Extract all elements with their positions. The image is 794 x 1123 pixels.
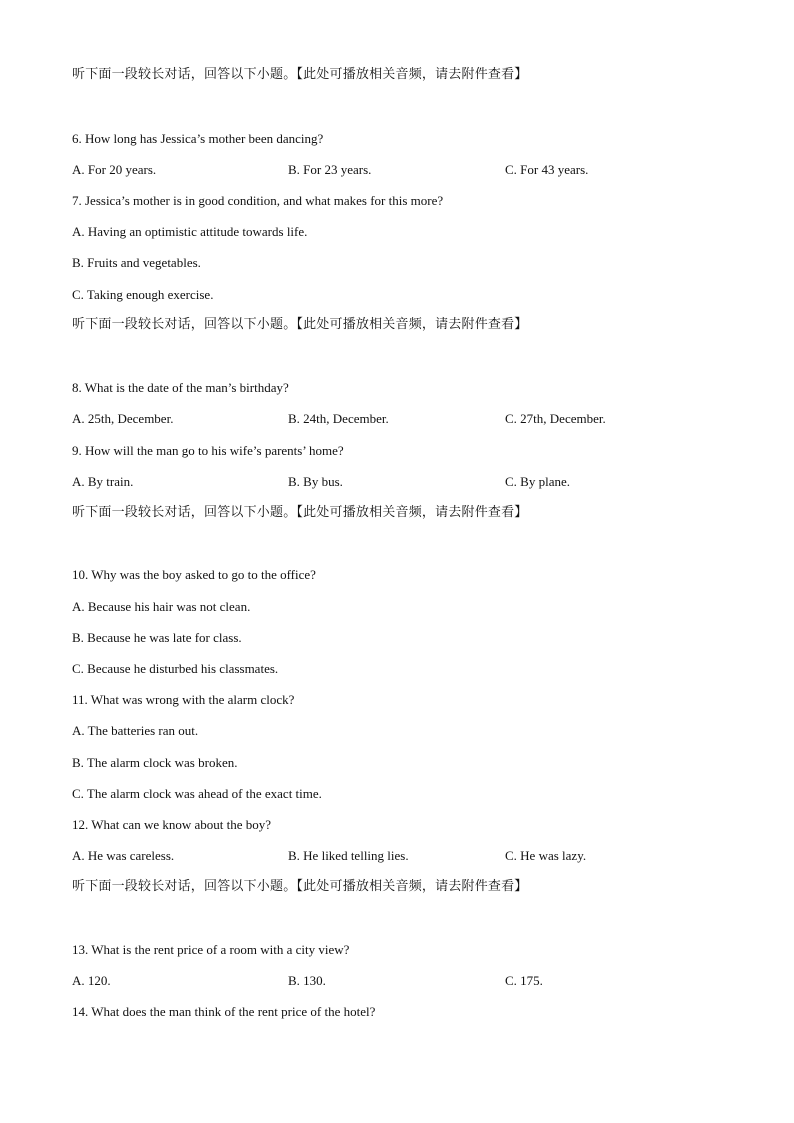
q7-option-a: A. Having an optimistic attitude towards life. — [72, 224, 308, 239]
q8-option-b: B. 24th, December. — [288, 411, 389, 426]
q12-option-c: C. He was lazy. — [505, 848, 587, 863]
q6-option-a: A. For 20 years. — [72, 162, 157, 177]
question-11: 11. What was wrong with the alarm clock? — [72, 692, 295, 707]
section-instruction: 听下面一段较长对话，回答以下小题。【此处可播放相关音频，请去附件查看】 — [72, 317, 528, 332]
q9-option-b: B. By bus. — [288, 474, 343, 489]
question-8: 8. What is the date of the man’s birthday? — [72, 380, 289, 395]
q9-option-a: A. By train. — [72, 474, 134, 489]
q7-option-b: B. Fruits and vegetables. — [72, 255, 201, 270]
section-instruction: 听下面一段较长对话，回答以下小题。【此处可播放相关音频，请去附件查看】 — [72, 67, 528, 82]
question-12: 12. What can we know about the boy? — [72, 817, 272, 832]
section-instruction: 听下面一段较长对话，回答以下小题。【此处可播放相关音频，请去附件查看】 — [72, 879, 528, 894]
q13-option-c: C. 175. — [505, 973, 543, 988]
q9-option-c: C. By plane. — [505, 474, 570, 489]
q8-option-c: C. 27th, December. — [505, 411, 606, 426]
question-7: 7. Jessica’s mother is in good condition, and what makes for this more? — [72, 193, 444, 208]
q12-option-a: A. He was careless. — [72, 848, 175, 863]
q7-option-c: C. Taking enough exercise. — [72, 287, 214, 302]
q8-option-a: A. 25th, December. — [72, 411, 174, 426]
q11-option-a: A. The batteries ran out. — [72, 723, 199, 738]
q10-option-b: B. Because he was late for class. — [72, 630, 242, 645]
question-9: 9. How will the man go to his wife’s parents’ home? — [72, 443, 344, 458]
q12-option-b: B. He liked telling lies. — [288, 848, 409, 863]
q10-option-c: C. Because he disturbed his classmates. — [72, 661, 279, 676]
q11-option-c: C. The alarm clock was ahead of the exact time. — [72, 786, 322, 801]
question-10: 10. Why was the boy asked to go to the office? — [72, 567, 316, 582]
q13-option-a: A. 120. — [72, 973, 111, 988]
q10-option-a: A. Because his hair was not clean. — [72, 599, 251, 614]
question-13: 13. What is the rent price of a room with a city view? — [72, 942, 350, 957]
q11-option-b: B. The alarm clock was broken. — [72, 755, 238, 770]
q13-option-b: B. 130. — [288, 973, 326, 988]
q6-option-c: C. For 43 years. — [505, 162, 589, 177]
question-14: 14. What does the man think of the rent price of the hotel? — [72, 1004, 376, 1019]
q6-option-b: B. For 23 years. — [288, 162, 372, 177]
question-6: 6. How long has Jessica’s mother been dancing? — [72, 131, 324, 146]
section-instruction: 听下面一段较长对话，回答以下小题。【此处可播放相关音频，请去附件查看】 — [72, 505, 528, 520]
